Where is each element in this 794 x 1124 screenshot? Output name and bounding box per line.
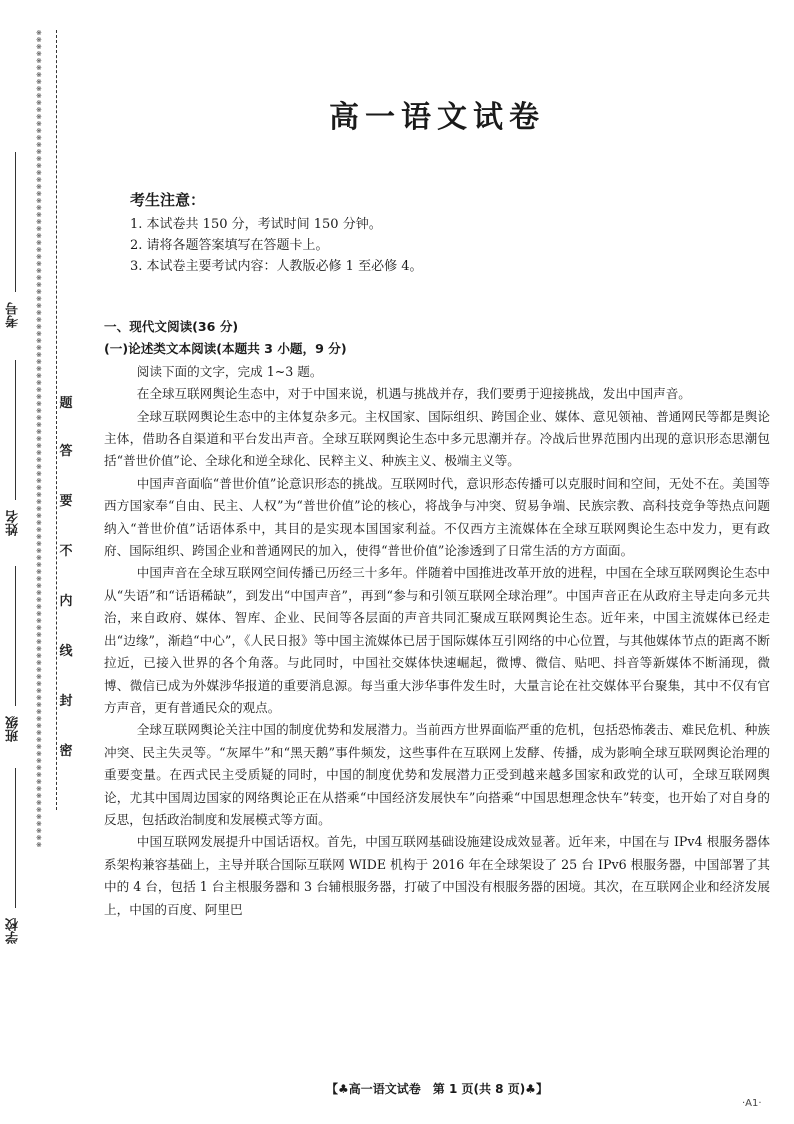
name-field [4, 510, 26, 536]
candidate-notice [130, 190, 422, 277]
seal-word: 封 [59, 694, 73, 709]
fill-line [15, 566, 16, 706]
article-paragraph: 在全球互联网舆论生态中，对于中国来说，机遇与挑战并存，我们要勇于迎接挑战，发出中国声音。 [136, 386, 691, 402]
notice-item: 1. 本试卷共 150 分，考试时间 150 分钟。 [130, 217, 382, 232]
seal-word: 题 [59, 396, 73, 411]
article-paragraph: 中国声音面临“普世价值”论意识形态的挑战。互联网时代，意识形态传播可以克服时间和空间，无处不在。美国等西方国家奉“自由、民主、人权”为“普世价值”论的核心，将战争与冲突、贸易争端、民族宗教、高科技竞争等热点问题纳入“普世价值”话语体系中，其目的是实现本国国家利益。不仅西方主流媒体在全球互联网舆论生态中发力，更有政府、国际组织、跨国企业和普通网民的加入，使得“普世价值”论渗透到了日常生活的方方面面。 [104, 475, 770, 559]
seal-dashed-line [56, 30, 57, 810]
article-paragraph: 中国声音在全球互联网空间传播已历经三十多年。伴随着中国推进改革开放的进程，中国在全球互联网舆论生态中从“失语”和“话语稀缺”，到发出“中国声音”，再到“参与和引领互联网全球治理”。中国声音正在从政府主导走向多元共治，来自政府、媒体、智库、企业、民间等各层面的声音共同汇聚成互联网舆论生态。近年来，中国主流媒体已经走出“边缘”，渐趋“中心”，《人民日报》等中国主流媒体已居于国际媒体互引网络的中心位置，与其他媒体节点的距离不断拉近，已接入世界的各个角落。与此同时，中国社交媒体快速崛起，微博、微信、贴吧、抖音等新媒体不断涌现，微博、微信已成为外媒涉华报道的重要消息源。每当重大涉华事件发生时，大量言论在社交媒体平台聚集，其中不仅有官方声音，更有普通民众的观点。 [104, 565, 770, 715]
subsection-title: (一)论述类文本阅读(本题共 3 小题，9 分) [104, 341, 347, 357]
fill-line [15, 768, 16, 908]
fill-line [15, 152, 16, 292]
article-paragraph: 全球互联网舆论生态中的主体复杂多元。主权国家、国际组织、跨国企业、媒体、意见领袖、普通网民等都是舆论主体，借助各自渠道和平台发出声音。全球互联网舆论生态中多元思潮并存。冷战后世界范围内出现的意识形态思潮包括“普世价值”论、全球化和逆全球化、民粹主义、种族主义、极端主义等。 [104, 408, 770, 469]
instruction: 阅读下面的文字，完成 1~3 题。 [136, 363, 323, 379]
seal-word: 答 [59, 444, 73, 459]
section-title: 一、现代文阅读(36 分) [104, 319, 239, 334]
class-field [4, 716, 26, 742]
exam-number-field [4, 302, 26, 328]
page-footer: 【♣高一语文试卷 第 1 页(共 8 页)♣】 [326, 1082, 548, 1096]
exam-number-label: 考号 [6, 302, 21, 328]
seal-word: 线 [59, 644, 73, 659]
seal-word: 要 [59, 494, 73, 509]
seal-word: 内 [59, 594, 73, 609]
school-label: 学校 [6, 918, 21, 944]
name-label: 姓名 [6, 510, 21, 536]
school-field [4, 918, 26, 944]
seal-word: 不 [59, 544, 73, 559]
page-title: 高一语文试卷 [329, 100, 545, 135]
notice-item: 3. 本试卷主要考试内容：人教版必修 1 至必修 4。 [130, 259, 423, 274]
seal-border-pattern: ※※※※※※※※※※※※※※※※※※※※※※※※※※※※※※※※※※※※※※※※※※※※※※※※※※※※※※※※※※※※※※※※※※※※※※※※※※※※※※※※※※※※※※※※※※※※※※※※※※※※※※※※※※※※※※※※※※※※※ [36, 29, 42, 849]
article-paragraph: 全球互联网舆论关注中国的制度优势和发展潜力。当前西方世界面临严重的危机，包括恐怖袭击、难民危机、种族冲突、民主失灵等。“灰犀牛”和“黑天鹅”事件频发，这些事件在互联网上发酵、传播，成为影响全球互联网舆论治理的重要变量。在西式民主受质疑的同时，中国的制度优势和发展潜力正受到越来越多国家和政党的认可，全球互联网舆论，尤其中国周边国家的网络舆论正在从搭乘“中国经济发展快车”向搭乘“中国思想理念快车”转变，也开始了对自身的反思，包括政治制度和发展模式等方面。 [104, 722, 770, 827]
notice-item: 2. 请将各题答案填写在答题卡上。 [130, 238, 329, 253]
article-paragraph: 中国互联网发展提升中国话语权。首先，中国互联网基础设施建设成效显著。近年来，中国在与 IPv4 根服务器体系架构兼容基础上，主导并联合国际互联网 WIDE 机构于 2016 年在全球架设了 25 台 IPv6 根服务器，中国部署了其中的 4 台，包括 1 台主根服务器和 3 台辅根服务器，打破了中国没有根服务器的困境。其次，在互联网企业和经济发展上，中国的百度、阿里巴 [104, 834, 770, 917]
seal-word: 密 [59, 744, 73, 759]
notice-heading: 考生注意： [130, 191, 206, 209]
class-label: 班级 [6, 716, 21, 742]
corner-mark: ·A1· [742, 1098, 762, 1109]
reading-section [104, 316, 770, 921]
fill-line [15, 360, 16, 500]
